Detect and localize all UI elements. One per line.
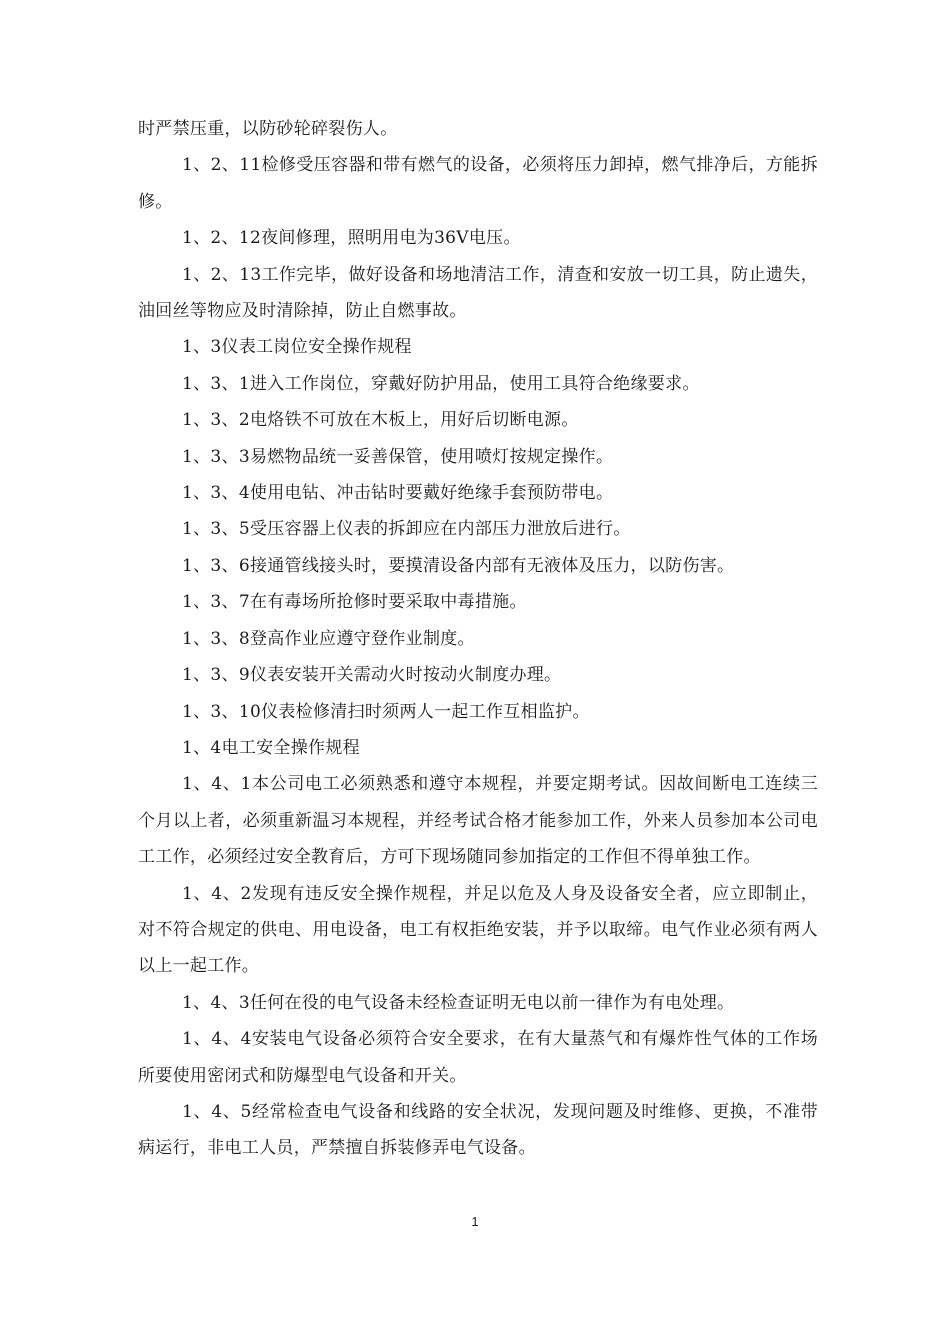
paragraph: 1、3、7在有毒场所抢修时要采取中毒措施。 <box>182 592 527 613</box>
document-body <box>138 111 818 1167</box>
paragraph: 1、3、6接通管线接头时，要摸清设备内部有无液体及压力，以防伤害。 <box>182 555 735 576</box>
paragraph: 1、2、12夜间修理，照明用电为36V电压。 <box>182 228 521 249</box>
paragraph: 1、3、1进入工作岗位，穿戴好防护用品，使用工具符合绝缘要求。 <box>182 373 700 394</box>
paragraph: 1、3、3易燃物品统一妥善保管，使用喷灯按规定操作。 <box>182 446 614 467</box>
paragraph: 1、2、11检修受压容器和带有燃气的设备，必须将压力卸掉，燃气排净后，方能拆修。 <box>138 155 818 212</box>
paragraph: 1、4、3任何在役的电气设备未经检查证明无电以前一律作为有电处理。 <box>182 992 735 1013</box>
paragraph: 1、4、4安装电气设备必须符合安全要求，在有大量蒸气和有爆炸性气体的工作场所要使用密闭式和防爆型电气设备和开关。 <box>138 1029 818 1086</box>
section-heading: 1、4电工安全操作规程 <box>182 737 360 758</box>
paragraph: 1、3、10仪表检修清扫时须两人一起工作互相监护。 <box>182 701 590 722</box>
paragraph: 1、3、5受压容器上仪表的拆卸应在内部压力泄放后进行。 <box>182 519 631 540</box>
section-heading: 1、3仪表工岗位安全操作规程 <box>182 337 412 358</box>
paragraph: 1、3、4使用电钻、冲击钻时要戴好绝缘手套预防带电。 <box>182 483 614 504</box>
page-number: 1 <box>471 1214 479 1229</box>
paragraph: 1、4、2发现有违反安全操作规程，并足以危及人身及设备安全者，应立即制止，对不符合规定的供电、用电设备，电工有权拒绝安装，并予以取缔。电气作业必须有两人以上一起工作。 <box>138 883 818 977</box>
paragraph: 1、3、2电烙铁不可放在木板上，用好后切断电源。 <box>182 410 579 431</box>
paragraph: 1、3、8登高作业应遵守登作业制度。 <box>182 628 475 649</box>
paragraph: 1、4、5经常检查电气设备和线路的安全状况，发现问题及时维修、更换，不准带病运行，非电工人员，严禁擅自拆装修弄电气设备。 <box>138 1101 818 1159</box>
paragraph: 1、4、1本公司电工必须熟悉和遵守本规程，并要定期考试。因故间断电工连续三个月以上者，必须重新温习本规程，并经考试合格才能参加工作，外来人员参加本公司电工工作，必须经过安全教育后，方可下现场随同参加指定的工作但不得单独工作。 <box>138 774 818 868</box>
paragraph: 1、3、9仪表安装开关需动火时按动火制度办理。 <box>182 665 562 686</box>
paragraph: 1、2、13工作完毕，做好设备和场地清洁工作，清查和安放一切工具，防止遗失，油回丝等物应及时清除掉，防止自燃事故。 <box>138 264 818 322</box>
paragraph: 时严禁压重，以防砂轮碎裂伤人。 <box>138 119 398 139</box>
